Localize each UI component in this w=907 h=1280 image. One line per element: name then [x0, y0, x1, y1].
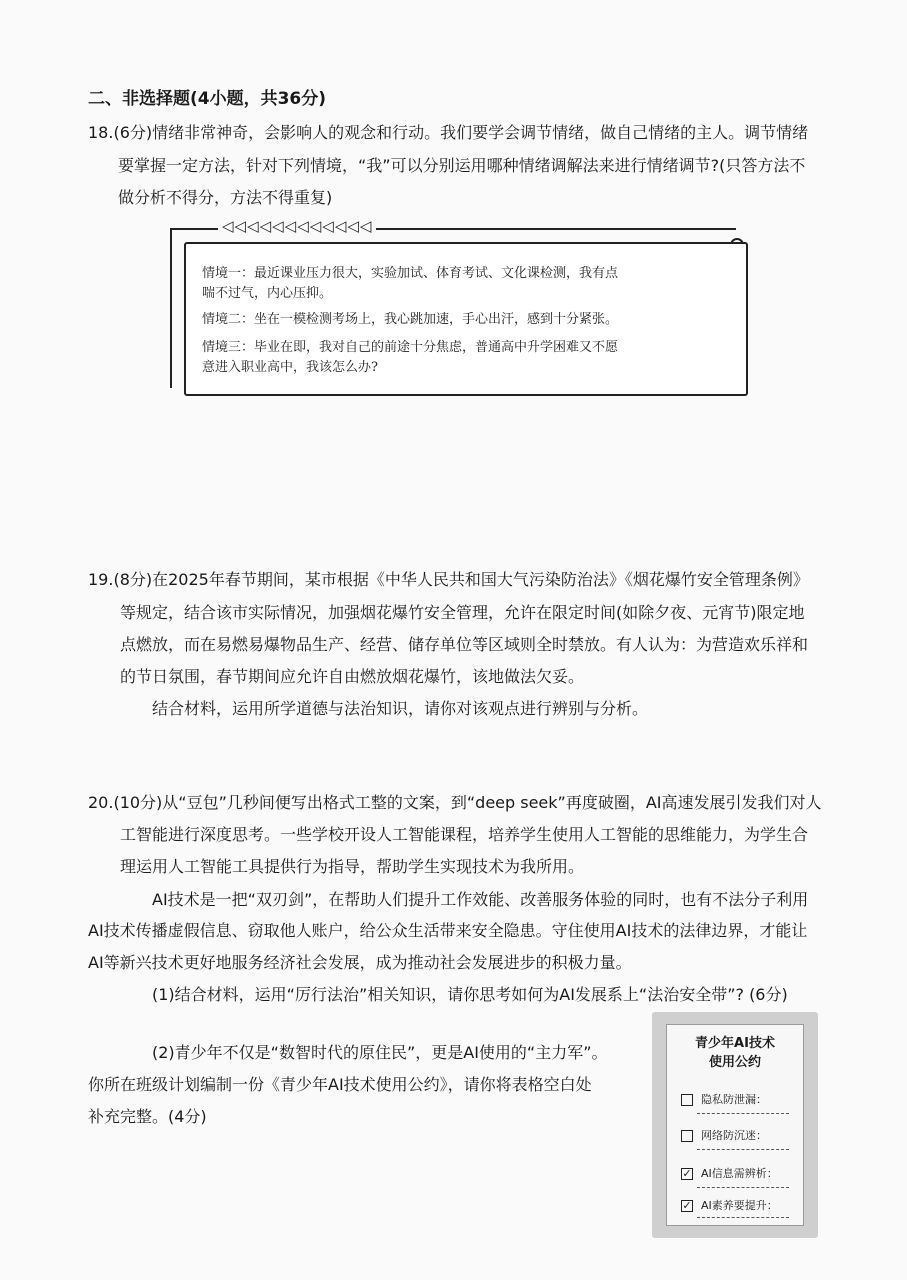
checked-box-icon	[681, 1168, 693, 1180]
checkbox-icon	[681, 1130, 693, 1142]
q20-sub-2-line-3: 补充完整。(4分)	[88, 1107, 207, 1126]
check-mark: ✓	[682, 1199, 692, 1212]
q19-line-4: 的节日氛围，春节期间应允许自由燃放烟花爆竹，该地做法欠妥。	[120, 667, 585, 686]
q19-line-3: 点燃放，而在易燃易爆物品生产、经营、储存单位等区域则全时禁放。有人认为：为营造欢乐祥和	[120, 635, 809, 654]
poster-item	[681, 1091, 767, 1107]
check-mark: ✓	[682, 1167, 692, 1180]
blank-line	[697, 1187, 789, 1188]
poster-item-label: AI信息需辨析：	[701, 1167, 778, 1180]
q20-sub-2-line-2: 你所在班级计划编制一份《青少年AI技术使用公约》，请你将表格空白处	[88, 1075, 592, 1094]
poster-title	[667, 1035, 803, 1073]
convention-poster	[652, 1012, 818, 1238]
poster-item-label: 网络防沉迷：	[701, 1129, 767, 1142]
arrow-decoration: ◁◁◁◁◁◁◁◁◁◁◁◁	[218, 217, 376, 235]
poster-item	[681, 1197, 778, 1213]
blank-line	[697, 1217, 789, 1218]
q20-line-4: AI技术是一把“双刃剑”，在帮助人们提升工作效能、改善服务体验的同时，也有不法分子利用	[152, 890, 809, 909]
q19-line-2: 等规定，结合该市实际情况，加强烟花爆竹安全管理，允许在限定时间(如除夕夜、元宵节)限定地	[120, 603, 805, 622]
blank-line	[697, 1113, 789, 1114]
poster-paper	[666, 1024, 804, 1226]
q18-line-3: 做分析不得分，方法不得重复)	[118, 188, 333, 207]
scenario-box-inner	[184, 242, 748, 396]
q20-sub-2-line-1: (2)青少年不仅是“数智时代的原住民”，更是AI使用的“主力军”。	[152, 1043, 608, 1062]
section-title: 二、非选择题(4小题，共36分)	[88, 89, 327, 109]
scenario-2: 情境二：坐在一模检测考场上，我心跳加速，手心出汗，感到十分紧张。	[202, 312, 619, 327]
poster-title-line-1: 青少年AI技术	[695, 1036, 775, 1051]
poster-item-label: AI素养要提升：	[701, 1199, 778, 1212]
q19-line-5: 结合材料，运用所学道德与法治知识，请你对该观点进行辨别与分析。	[152, 699, 649, 718]
q18-line-2: 要掌握一定方法，针对下列情境，“我”可以分别运用哪种情绪调解法来进行情绪调节?(只答方法不	[118, 156, 806, 175]
poster-item	[681, 1165, 778, 1181]
poster-item-label: 隐私防泄漏：	[701, 1093, 767, 1106]
q20-line-3: 理运用人工智能工具提供行为指导，帮助学生实现技术为我所用。	[120, 857, 585, 876]
scenario-1-line-2: 喘不过气，内心压抑。	[202, 286, 333, 301]
scenario-1-line-1: 情境一：最近课业压力很大，实验加试、体育考试、文化课检测，我有点	[202, 266, 619, 281]
checkbox-icon	[681, 1094, 693, 1106]
q19-line-1: 19.(8分)在2025年春节期间，某市根据《中华人民共和国大气污染防治法》《烟花爆竹安全管理条例》	[88, 570, 809, 589]
scenario-3-line-2: 意进入职业高中，我该怎么办?	[202, 360, 378, 375]
q20-line-1: 20.(10分)从“豆包”几秒间便写出格式工整的文案，到“deep seek”再度破圈，AI高速发展引发我们对人	[88, 793, 822, 812]
scenario-3-line-1: 情境三：毕业在即，我对自己的前途十分焦虑，普通高中升学困难又不愿	[202, 340, 619, 355]
poster-title-line-2: 使用公约	[708, 1054, 761, 1070]
q20-sub-1: (1)结合材料，运用“厉行法治”相关知识，请你思考如何为AI发展系上“法治安全带”? (6分)	[152, 985, 788, 1004]
box-frame-left	[170, 228, 172, 388]
q18-line-1: 18.(6分)情绪非常神奇，会影响人的观念和行动。我们要学会调节情绪，做自己情绪的主人。调节情绪	[88, 123, 809, 142]
poster-item	[681, 1127, 767, 1143]
scenario-box	[170, 217, 752, 404]
q20-line-2: 工智能进行深度思考。一些学校开设人工智能课程，培养学生使用人工智能的思维能力，为学生合	[120, 825, 809, 844]
checked-box-icon	[681, 1200, 693, 1212]
blank-line	[697, 1149, 789, 1150]
q20-line-5: AI技术传播虚假信息、窃取他人账户，给公众生活带来安全隐患。守住使用AI技术的法律边界，才能让	[88, 921, 808, 940]
q20-line-6: AI等新兴技术更好地服务经济社会发展，成为推动社会发展进步的积极力量。	[88, 953, 632, 972]
